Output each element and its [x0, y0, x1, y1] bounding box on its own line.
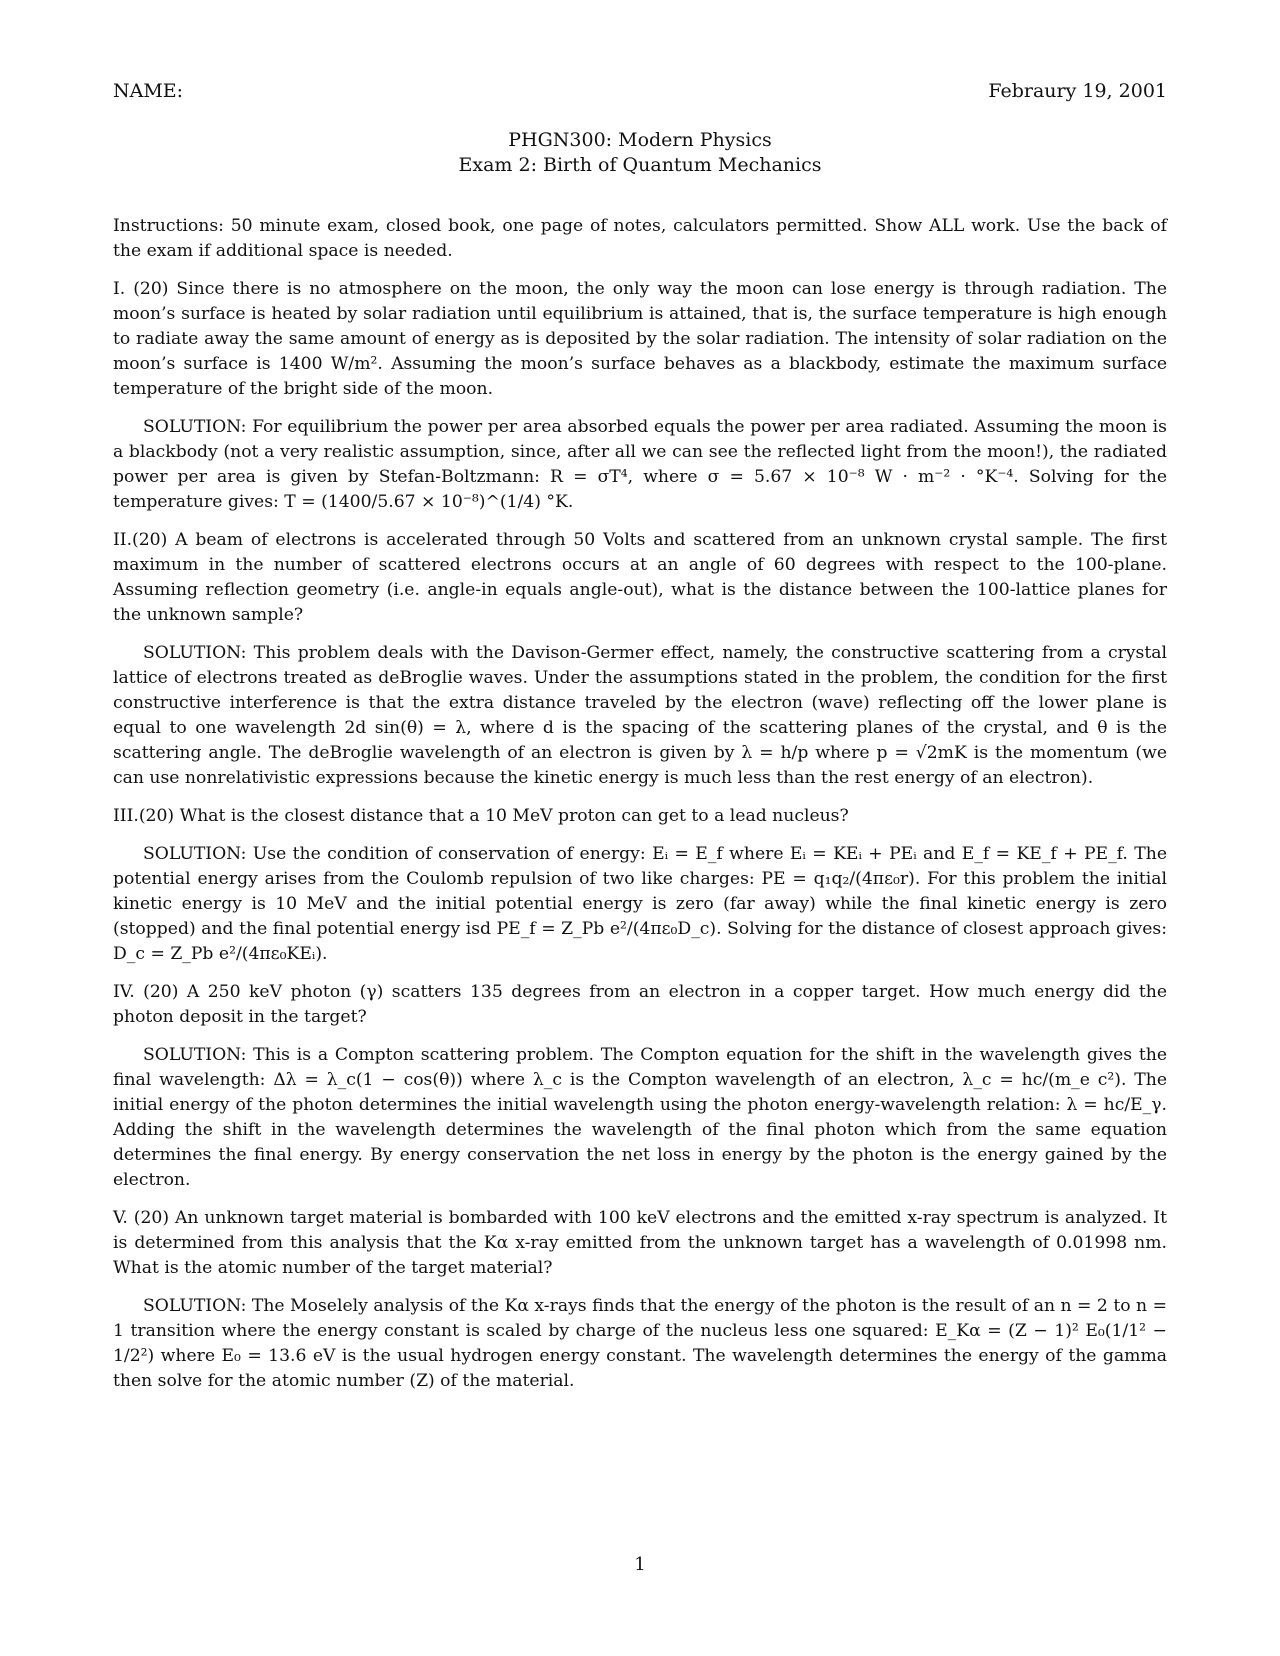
name-label: NAME: — [113, 80, 184, 102]
problem-4-solution: SOLUTION: This is a Compton scattering problem. The Compton equation for the shift in the wavelength gives the final wavelength: Δλ = λ_c(1 − cos(θ)) where λ_c is the Compton wavelength of an electron, λ_c = hc/(m_e c²). The initial energy of the photon determines the initial wavelength using the photon energy-wavelength relation: λ = hc/E_γ. Adding the shift in the wavelength determines the wavelength of the final photon which from the same equation determines the final energy. By energy conservation the net loss in energy by the photon is the energy gained by the electron. — [113, 1045, 1167, 1190]
problem-4-question: IV. (20) A 250 keV photon (γ) scatters 135 degrees from an electron in a copper target. How much energy did the photon deposit in the target? — [113, 982, 1167, 1027]
exam-date: Febraury 19, 2001 — [988, 80, 1167, 102]
exam-title: Exam 2: Birth of Quantum Mechanics — [458, 154, 822, 176]
exam-page — [113, 0, 1167, 1656]
problem-1-question: I. (20) Since there is no atmosphere on the moon, the only way the moon can lose energy is through radiation. The moon’s surface is heated by solar radiation until equilibrium is attained, that is, the surface temperature is high enough to radiate away the same amount of energy as is deposited by the solar radiation. The intensity of solar radiation on the moon’s surface is 1400 W/m². Assuming the moon’s surface behaves as a blackbody, estimate the maximum surface temperature of the bright side of the moon. — [113, 279, 1167, 399]
problem-2-solution: SOLUTION: This problem deals with the Davison-Germer effect, namely, the constructive scattering from a crystal lattice of electrons treated as deBroglie waves. Under the assumptions stated in the problem, the condition for the first constructive interference is that the extra distance traveled by the electron (wave) reflecting off the lower plane is equal to one wavelength 2d sin(θ) = λ, where d is the spacing of the scattering planes of the crystal, and θ is the scattering angle. The deBroglie wavelength of an electron is given by λ = h/p where p = √2mK is the momentum (we can use nonrelativistic expressions because the kinetic energy is much less than the rest energy of an electron). — [113, 643, 1167, 788]
problem-3-solution: SOLUTION: Use the condition of conservation of energy: Eᵢ = E_f where Eᵢ = KEᵢ + PEᵢ and E_f = KE_f + PE_f. The potential energy arises from the Coulomb repulsion of two like charges: PE = q₁q₂/(4πε₀r). For this problem the initial kinetic energy is 10 MeV and the initial potential energy is zero (far away) while the final kinetic energy is zero (stopped) and the final potential energy isd PE_f = Z_Pb e²/(4πε₀D_c). Solving for the distance of closest approach gives: D_c = Z_Pb e²/(4πε₀KEᵢ). — [113, 844, 1167, 964]
problem-5-solution: SOLUTION: The Moselely analysis of the Kα x-rays finds that the energy of the photon is the result of an n = 2 to n = 1 transition where the energy constant is scaled by charge of the nucleus less one squared: E_Kα = (Z − 1)² E₀(1/1² − 1/2²) where E₀ = 13.6 eV is the usual hydrogen energy constant. The wavelength determines the energy of the gamma then solve for the atomic number (Z) of the material. — [113, 1296, 1167, 1391]
exam-content — [113, 214, 1167, 1407]
header-row — [113, 80, 1167, 110]
title-block — [113, 128, 1167, 178]
problem-2-question: II.(20) A beam of electrons is accelerated through 50 Volts and scattered from an unknown crystal sample. The first maximum in the number of scattered electrons occurs at an angle of 60 degrees with respect to the 100-plane. Assuming reflection geometry (i.e. angle-in equals angle-out), what is the distance between the 100-lattice planes for the unknown sample? — [113, 530, 1167, 625]
page-number: 1 — [634, 1554, 646, 1575]
problem-1-solution: SOLUTION: For equilibrium the power per area absorbed equals the power per area radiated. Assuming the moon is a blackbody (not a very realistic assumption, since, after all we can see the reflected light from the moon!), the radiated power per area is given by Stefan-Boltzmann: R = σT⁴, where σ = 5.67 × 10⁻⁸ W · m⁻² · °K⁻⁴. Solving for the temperature gives: T = (1400/5.67 × 10⁻⁸)^(1/4) °K. — [113, 417, 1167, 512]
instructions: Instructions: 50 minute exam, closed book, one page of notes, calculators permitted. Show ALL work. Use the back of the exam if additional space is needed. — [113, 216, 1167, 261]
problem-3-question: III.(20) What is the closest distance that a 10 MeV proton can get to a lead nucleus? — [113, 806, 849, 826]
problem-5-question: V. (20) An unknown target material is bombarded with 100 keV electrons and the emitted x-ray spectrum is analyzed. It is determined from this analysis that the Kα x-ray emitted from the unknown target has a wavelength of 0.01998 nm. What is the atomic number of the target material? — [113, 1208, 1167, 1278]
course-title: PHGN300: Modern Physics — [508, 129, 772, 151]
